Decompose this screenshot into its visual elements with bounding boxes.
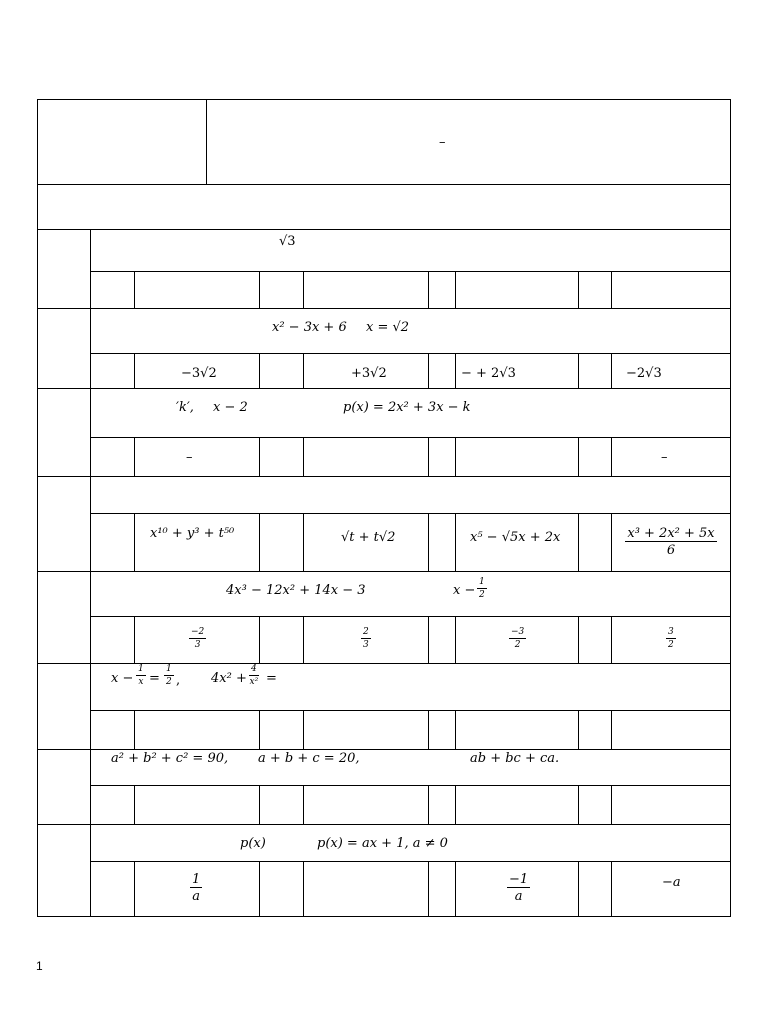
q4-col-divider	[455, 513, 456, 572]
q1-bottom-rule	[37, 308, 731, 309]
q2-prompt-value: x = √2	[366, 320, 410, 335]
q5-prompt-fraction	[477, 578, 487, 600]
q6-col-divider	[611, 710, 612, 750]
q4-option-d-denominator: 6	[666, 543, 676, 558]
q5-option-c-numerator: −3	[511, 627, 525, 637]
q5-col-divider	[455, 616, 456, 664]
q6-fraction-3	[249, 665, 259, 687]
number-column-divider	[90, 229, 91, 917]
q7-prompt-squares: a² + b² + c² = 90,	[111, 751, 229, 766]
q7-bottom-rule	[37, 824, 731, 825]
header-divider	[206, 99, 207, 185]
q5-option-a	[189, 628, 206, 650]
q6-fraction-2	[164, 665, 174, 687]
q4-col-divider	[428, 513, 429, 572]
q8-col-divider	[578, 861, 579, 917]
q6-fraction-3-numerator: 4	[251, 664, 257, 674]
q2-col-divider	[303, 353, 304, 389]
q7-col-divider	[259, 785, 260, 825]
q3-option-d: –	[661, 450, 668, 465]
q5-fraction-denominator: 2	[479, 590, 485, 600]
q4-col-divider	[259, 513, 260, 572]
q6-prompt-part2: 4x² +	[211, 671, 247, 686]
q6-col-divider	[134, 710, 135, 750]
q6-fraction-3-denominator: x²	[249, 677, 259, 687]
q3-prompt-k: ′k′,	[176, 400, 194, 415]
q3-col-divider	[134, 437, 135, 477]
q5-option-b-denominator: 3	[363, 640, 369, 650]
q6-col-divider	[428, 710, 429, 750]
q5-col-divider	[578, 616, 579, 664]
q7-col-divider	[578, 785, 579, 825]
q2-col-divider	[134, 353, 135, 389]
q3-option-a: –	[186, 450, 193, 465]
q1-col-divider	[259, 271, 260, 309]
q4-option-d-numerator: x³ + 2x² + 5x	[627, 526, 715, 541]
q1-col-divider	[578, 271, 579, 309]
q5-col-divider	[428, 616, 429, 664]
q3-options-rule	[90, 437, 731, 438]
q5-option-a-numerator: −2	[191, 627, 205, 637]
q4-col-divider	[611, 513, 612, 572]
q2-bottom-rule	[37, 388, 731, 389]
q5-option-c-denominator: 2	[514, 640, 521, 650]
header-dash: –	[439, 135, 446, 150]
q5-option-d-numerator: 3	[668, 627, 674, 637]
q6-col-divider	[578, 710, 579, 750]
q6-options-rule	[90, 710, 731, 711]
q2-col-divider	[578, 353, 579, 389]
q4-bottom-rule	[37, 571, 731, 572]
q3-prompt-polynomial: p(x) = 2x² + 3x − k	[343, 400, 471, 415]
q4-col-divider	[303, 513, 304, 572]
q1-col-divider	[455, 271, 456, 309]
instruction-row-bottom-rule	[37, 229, 731, 230]
q8-col-divider	[303, 861, 304, 917]
q1-prompt: √3	[279, 234, 296, 249]
q2-option-c: − + 2√3	[461, 366, 516, 381]
q8-col-divider	[134, 861, 135, 917]
header-bottom-rule	[37, 184, 731, 185]
q5-prompt-polynomial: 4x³ − 12x² + 14x − 3	[226, 583, 366, 598]
q8-option-c	[507, 873, 530, 903]
table-border-bottom	[37, 916, 731, 917]
q4-options-rule	[90, 513, 731, 514]
q3-col-divider	[428, 437, 429, 477]
q8-col-divider	[428, 861, 429, 917]
q8-option-a-denominator: a	[192, 889, 201, 904]
q1-col-divider	[134, 271, 135, 309]
q4-col-divider	[134, 513, 135, 572]
q7-col-divider	[303, 785, 304, 825]
q5-option-d-denominator: 2	[668, 640, 674, 650]
table-border-right	[730, 99, 731, 917]
q4-option-d	[624, 527, 718, 557]
q3-col-divider	[259, 437, 260, 477]
q4-option-a: x¹⁰ + y³ + t⁵⁰	[150, 526, 235, 541]
q2-option-b: +3√2	[351, 366, 387, 381]
q2-option-d: −2√3	[626, 366, 662, 381]
q6-fraction-1-denominator: x	[138, 677, 144, 687]
q5-option-a-denominator: 3	[194, 640, 201, 650]
q8-option-c-numerator: −1	[509, 872, 529, 887]
q7-prompt-sum: a + b + c = 20,	[258, 751, 360, 766]
q8-option-d: −a	[662, 875, 681, 890]
q1-col-divider	[611, 271, 612, 309]
table-border-top	[37, 99, 731, 100]
q3-col-divider	[611, 437, 612, 477]
q6-fraction-2-numerator: 1	[166, 664, 172, 674]
q6-fraction-1	[136, 665, 146, 687]
q7-prompt-target: ab + bc + ca.	[470, 751, 560, 766]
q2-col-divider	[455, 353, 456, 389]
q7-col-divider	[134, 785, 135, 825]
q5-col-divider	[303, 616, 304, 664]
q6-col-divider	[259, 710, 260, 750]
q5-options-rule	[90, 616, 731, 617]
q8-col-divider	[259, 861, 260, 917]
q4-option-b: √t + t√2	[341, 530, 396, 545]
q3-prompt-factor: x − 2	[213, 400, 248, 415]
q8-prompt-function: p(x)	[240, 836, 266, 851]
table-border-left	[37, 99, 38, 917]
q4-option-c: x⁵ − √5x + 2x	[470, 530, 561, 545]
q1-col-divider	[303, 271, 304, 309]
q8-options-rule	[90, 861, 731, 862]
q2-col-divider	[611, 353, 612, 389]
q3-bottom-rule	[37, 476, 731, 477]
q6-col-divider	[303, 710, 304, 750]
q6-prompt-comma: ,	[176, 673, 181, 688]
q5-col-divider	[259, 616, 260, 664]
page-number: 1	[36, 959, 43, 973]
q8-col-divider	[611, 861, 612, 917]
q8-option-a-numerator: 1	[192, 872, 201, 887]
q8-option-a	[190, 873, 202, 903]
q7-options-rule	[90, 785, 731, 786]
q4-col-divider	[578, 513, 579, 572]
q5-fraction-numerator: 1	[479, 577, 485, 587]
q6-prompt-equals-end: =	[266, 671, 277, 686]
q1-col-divider	[428, 271, 429, 309]
q3-col-divider	[455, 437, 456, 477]
q2-col-divider	[259, 353, 260, 389]
q5-prompt-divisor: x −	[453, 583, 476, 598]
q5-col-divider	[611, 616, 612, 664]
q5-option-b-numerator: 2	[363, 627, 369, 637]
q8-option-c-denominator: a	[514, 889, 523, 904]
q6-prompt-equals: =	[149, 671, 160, 686]
q5-col-divider	[134, 616, 135, 664]
q6-fraction-2-denominator: 2	[166, 677, 172, 687]
q8-col-divider	[455, 861, 456, 917]
q8-prompt-definition: p(x) = ax + 1, a ≠ 0	[317, 836, 448, 851]
q3-col-divider	[578, 437, 579, 477]
q6-fraction-1-numerator: 1	[138, 664, 144, 674]
q2-prompt-expression: x² − 3x + 6	[272, 320, 347, 335]
q1-options-rule	[90, 271, 731, 272]
q7-col-divider	[455, 785, 456, 825]
q2-col-divider	[428, 353, 429, 389]
q5-option-b	[361, 628, 371, 650]
q2-option-a: −3√2	[181, 366, 217, 381]
q3-col-divider	[303, 437, 304, 477]
q6-bottom-rule	[37, 749, 731, 750]
q5-option-c	[509, 628, 526, 650]
q6-prompt-part1: x −	[111, 671, 134, 686]
q5-option-d	[666, 628, 676, 650]
q6-col-divider	[455, 710, 456, 750]
q2-options-rule	[90, 353, 731, 354]
q7-col-divider	[611, 785, 612, 825]
q7-col-divider	[428, 785, 429, 825]
